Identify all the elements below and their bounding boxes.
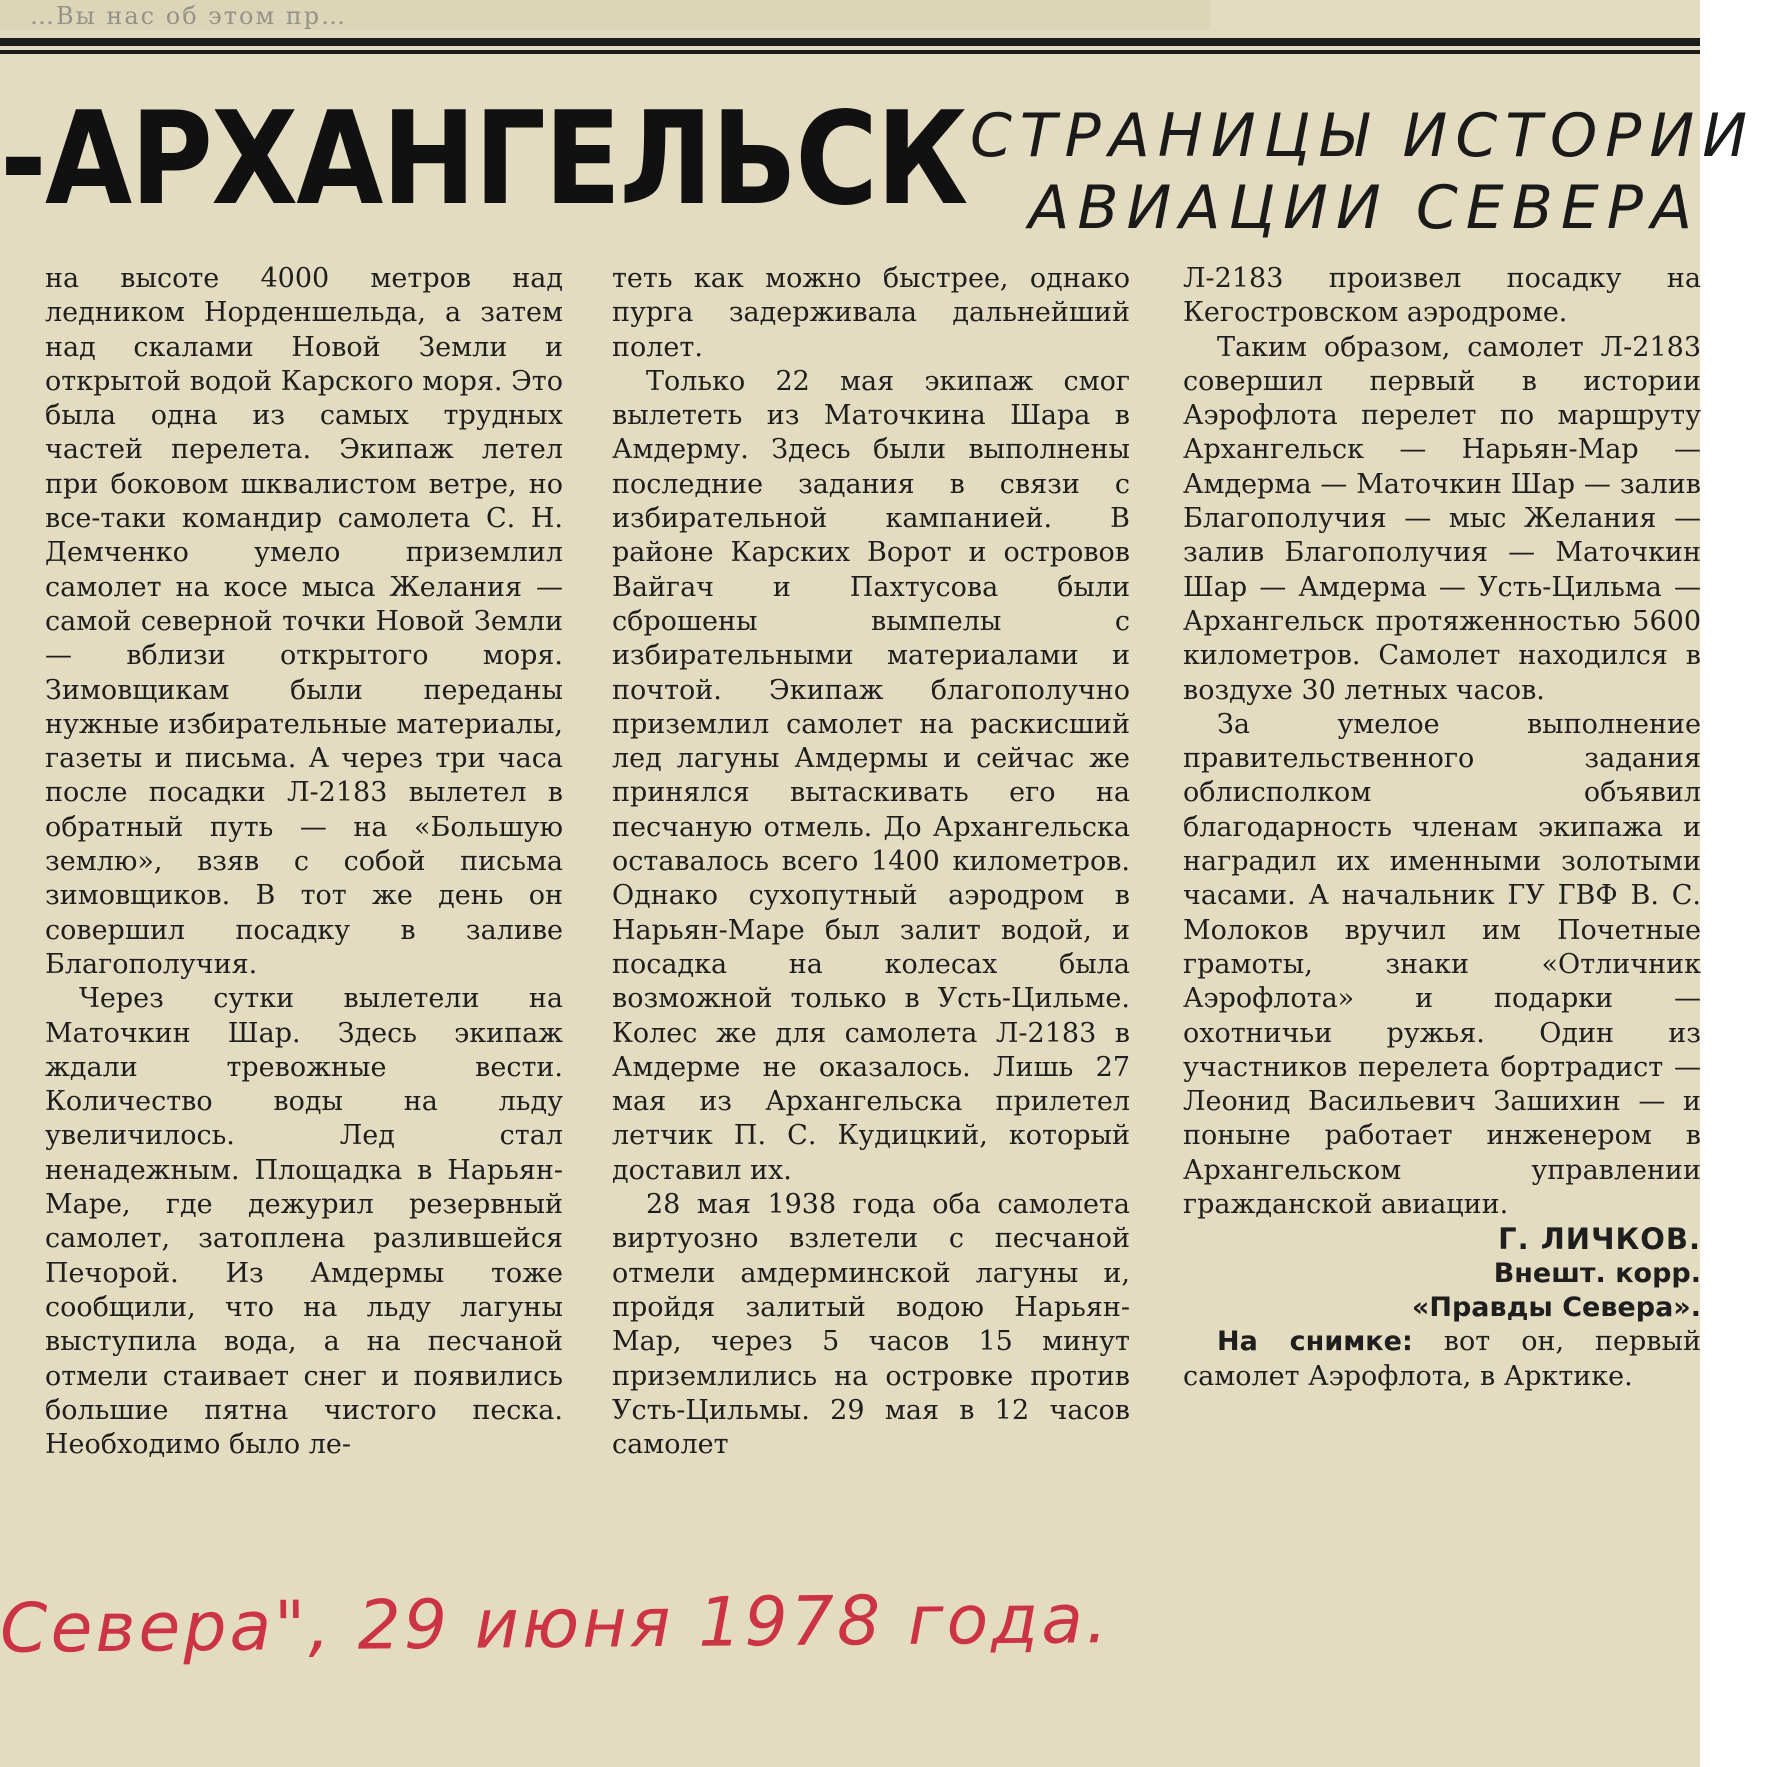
rubric-line-1: СТРАНИЦЫ ИСТОРИИ <box>970 101 1756 171</box>
paragraph: Через сутки вылетели на Маточкин Шар. Здесь экипаж ждали тревожные вести. Количество воды на льду увеличилось. Лед стал ненадежным. Площадка в Нарьян-Маре, где дежурил резервный самолет, затоплена разлившейся Печорой. Из Амдермы тоже сообщили, что на льду лагуны выступила вода, а на песчаной отмели стаивает снег и появились большие пятна чистого песка. Необходимо было ле- <box>45 983 563 1461</box>
caption-label: На снимке: <box>1217 1326 1413 1358</box>
paragraph: 28 мая 1938 года оба самолета виртуозно взлетели с песчаной отмели амдерминской лагуны и, пройдя залитый водою Нарьян-Мар, через 5 часов 15 минут приземлились на островке против Усть-Цильмы. 29 мая в 12 часов самолет <box>612 1189 1130 1461</box>
paragraph: Л-2183 произвел посадку на Кегостровском аэродроме. <box>1183 263 1701 329</box>
scrap-text: …Вы нас об этом пр… <box>30 2 348 30</box>
author-role: Внешт. корр. <box>1493 1257 1701 1289</box>
header-rule-thin <box>0 50 1700 54</box>
handwritten-date-note: Севера", 29 июня 1978 года. <box>0 1580 1111 1669</box>
caption-text: вот он, первый самолет Аэрофлота, в Арктике. <box>1183 1326 1701 1392</box>
author-name: Г. ЛИЧКОВ. <box>1498 1222 1701 1257</box>
paragraph: За умелое выполнение правительственного задания облисполком объявил благодарность членам экипажа и наградил их именными золотыми часами. А начальник ГУ ГВФ В. С. Молоков вручил им Почетные грамоты, знаки «Отличник Аэрофлота» и подарки — охотничьи ружья. Один из участников перелета бортрадист — Леонид Васильевич Зашихин — и поныне работает инженером в Архангельском управлении гражданской авиации. <box>1183 708 1701 1221</box>
paragraph: теть как можно быстрее, однако пурга задерживала дальнейший полет. <box>612 263 1130 363</box>
photo-caption <box>1183 1325 1701 1394</box>
article-column-1 <box>45 262 563 1462</box>
headline: -АРХАНГЕЛЬСК <box>0 85 967 234</box>
previous-article-scrap <box>0 0 1210 30</box>
paragraph: Таким образом, самолет Л-2183 совершил первый в истории Аэрофлота перелет по маршруту Архангельск — Нарьян-Мар — Амдерма — Маточкин Шар — залив Благополучия — мыс Желания — залив Благополучия — Маточкин Шар — Амдерма — Усть-Цильма — Архангельск протяженностью 5600 километров. Самолет находился в воздухе 30 летных часов. <box>1183 331 1701 706</box>
paragraph: Только 22 мая экипаж смог вылететь из Маточкина Шара в Амдерму. Здесь были выполнены последние задания в связи с избирательной кампанией. В районе Карских Ворот и островов Вайгач и Пахтусова были сброшены вымпелы с избирательными материалами и почтой. Экипаж благополучно приземлил самолет на раскисший лед лагуны Амдермы и сейчас же принялся вытаскивать его на песчаную отмель. До Архангельска оставалось всего 1400 километров. Однако сухопутный аэродром в Нарьян-Маре был залит водой, и посадка на колесах была возможной только в Усть-Цильме. Колес же для самолета Л-2183 в Амдерме не оказалось. Лишь 27 мая из Архангельска прилетел летчик П. С. Кудицкий, который доставил их. <box>612 365 1130 1186</box>
rubric <box>970 100 1756 244</box>
article-column-3 <box>1183 262 1701 1394</box>
header-rule-thick <box>0 38 1700 46</box>
rubric-line-2: АВИАЦИИ СЕВЕРА <box>1028 173 1700 243</box>
paragraph: на высоте 4000 метров над ледником Норденшельда, а затем над скалами Новой Земли и открытой водой Карского моря. Это была одна из самых трудных частей перелета. Экипаж летел при боковом шквалистом ветре, но все-таки командир самолета С. Н. Демченко умело приземлил самолет на косе мыса Желания — самой северной точки Новой Земли — вблизи открытого моря. Зимовщикам были переданы нужные избирательные материалы, газеты и письма. А через три часа после посадки Л-2183 вылетел в обратный путь — на «Большую землю», взяв с собой письма зимовщиков. В тот же день он совершил посадку в заливе Благополучия. <box>45 263 563 980</box>
author-publication: «Правды Севера». <box>1411 1291 1701 1323</box>
article-column-2 <box>612 262 1130 1462</box>
